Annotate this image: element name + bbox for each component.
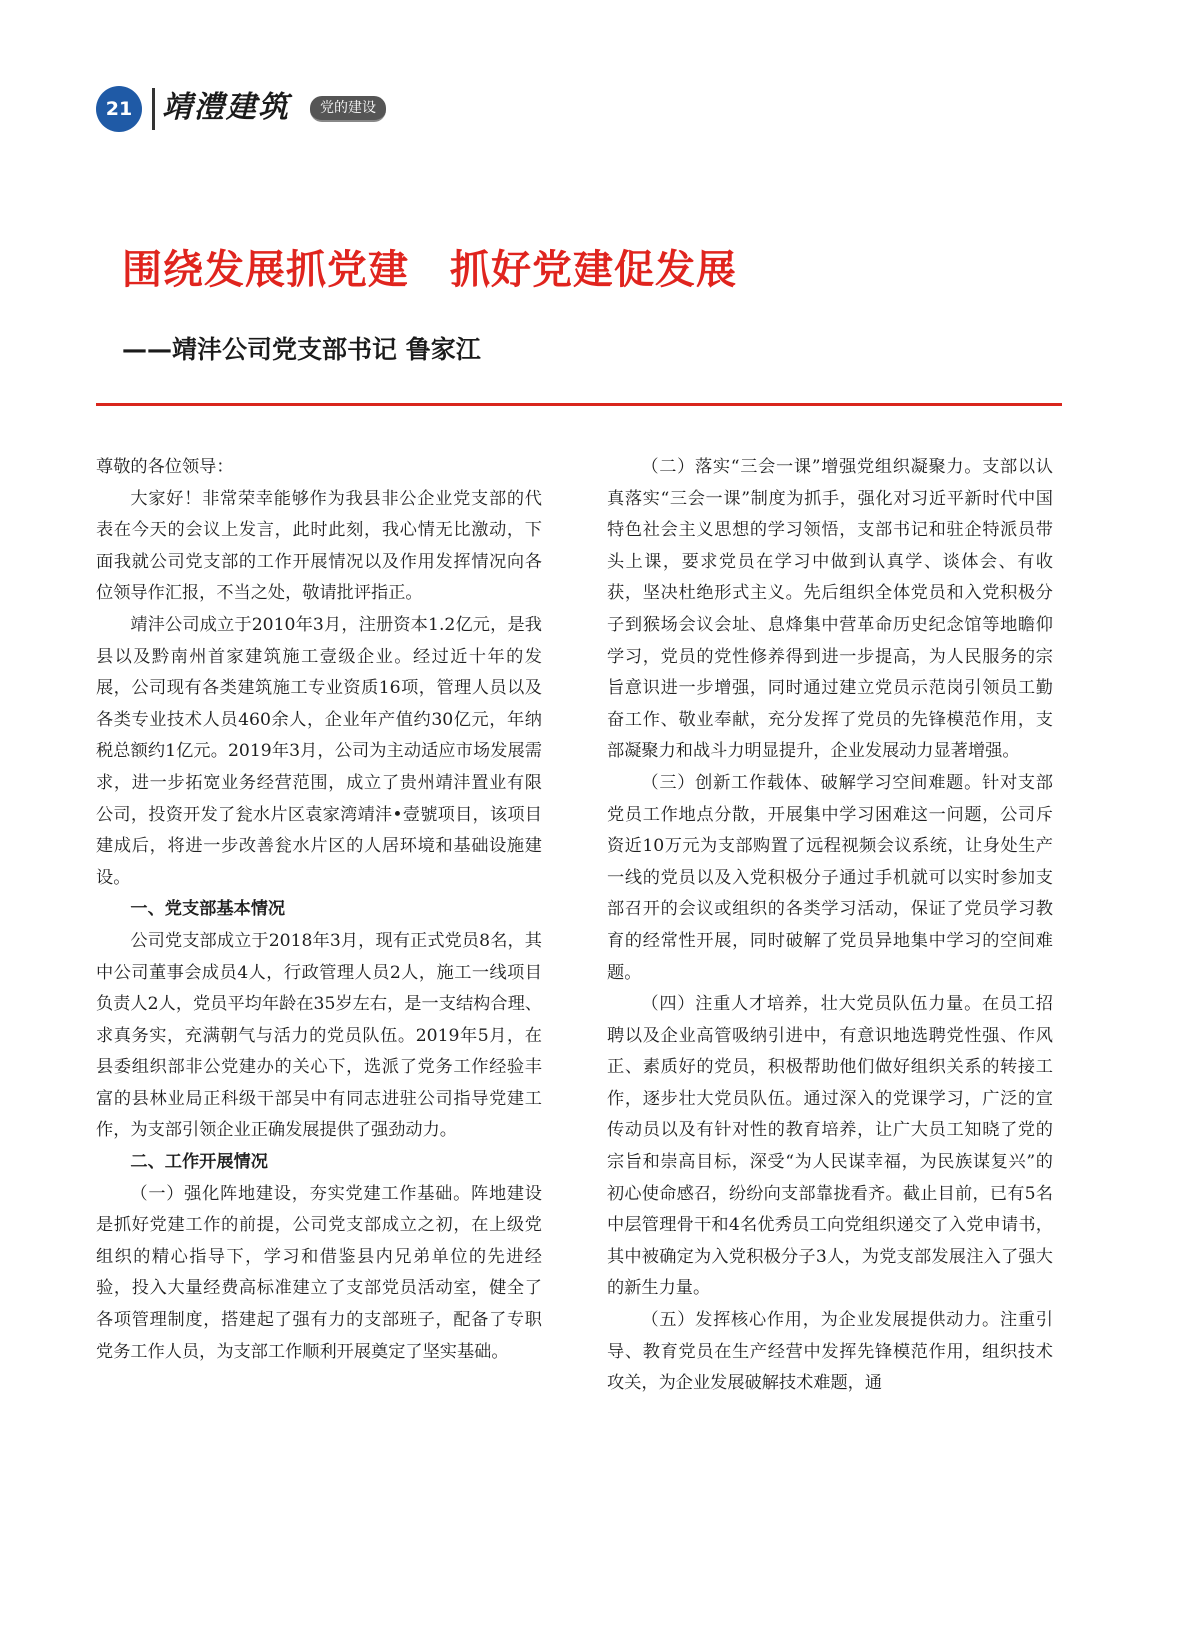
header-divider	[152, 88, 155, 130]
page-number: 21	[96, 86, 142, 132]
title-divider	[96, 403, 1062, 406]
article-subtitle: ——靖沣公司党支部书记 鲁家江	[122, 335, 481, 364]
paragraph: （三）创新工作载体、破解学习空间难题。针对支部党员工作地点分散，开展集中学习困难这一问题，公司斥资近10万元为支部购置了远程视频会议系统，让身处生产一线的党员以及入党积极分子通过手机就可以实时参加支部召开的会议或组织的各类学习活动，保证了党员学习教育的经常性开展，同时破解了党员异地集中学习的空间难题。	[607, 772, 1053, 983]
paragraph: （五）发挥核心作用，为企业发展提供动力。注重引导、教育党员在生产经营中发挥先锋模范作用，组织技术攻关，为企业发展破解技术难题，通	[607, 1310, 1053, 1394]
magazine-logo: 靖澧建筑	[162, 90, 290, 125]
paragraph: （四）注重人才培养，壮大党员队伍力量。在员工招聘以及企业高管吸纳引进中，有意识地选聘党性强、作风正、素质好的党员，积极帮助他们做好组织关系的转接工作，逐步壮大党员队伍。通过深入的党课学习，广泛的宣传动员以及有针对性的教育培养，让广大员工知晓了党的宗旨和崇高目标，深受“为人民谋幸福，为民族谋复兴”的初心使命感召，纷纷向支部靠拢看齐。截止目前，已有5名中层管理骨干和4名优秀员工向党组织递交了入党申请书，其中被确定为入党积极分子3人，为党支部发展注入了强大的新生力量。	[607, 994, 1053, 1299]
article-title: 围绕发展抓党建 抓好党建促发展	[122, 247, 737, 293]
page-header	[96, 86, 426, 132]
section-heading: 二、工作开展情况	[130, 1152, 268, 1173]
section-heading: 一、党支部基本情况	[130, 899, 286, 920]
paragraph: 靖沣公司成立于2010年3月，注册资本1.2亿元，是我县以及黔南州首家建筑施工壹级企业。经过近十年的发展，公司现有各类建筑施工专业资质16项，管理人员以及各类专业技术人员460余人，企业年产值约30亿元，年纳税总额约1亿元。2019年3月，公司为主动适应市场发展需求，进一步拓宽业务经营范围，成立了贵州靖沣置业有限公司，投资开发了瓮水片区袁家湾靖沣•壹號项目，该项目建成后，将进一步改善瓮水片区的人居环境和基础设施建设。	[96, 614, 542, 888]
right-column	[607, 452, 1053, 1400]
paragraph: （二）落实“三会一课”增强党组织凝聚力。支部以认真落实“三会一课”制度为抓手，强化对习近平新时代中国特色社会主义思想的学习领悟，支部书记和驻企特派员带头上课，要求党员在学习中做到认真学、谈体会、有收获，坚决杜绝形式主义。先后组织全体党员和入党积极分子到猴场会议会址、息烽集中营革命历史纪念馆等地瞻仰学习，党员的党性修养得到进一步提高，为人民服务的宗旨意识进一步增强，同时通过建立党员示范岗引领员工勤奋工作、敬业奉献，充分发挥了党员的先锋模范作用，支部凝聚力和战斗力明显提升，企业发展动力显著增强。	[607, 457, 1053, 762]
left-column	[96, 452, 542, 1368]
section-tag: 党的建设	[310, 96, 386, 122]
salutation: 尊敬的各位领导：	[96, 457, 234, 477]
paragraph: （一）强化阵地建设，夯实党建工作基础。阵地建设是抓好党建工作的前提，公司党支部成立之初，在上级党组织的精心指导下，学习和借鉴县内兄弟单位的先进经验，投入大量经费高标准建立了支部党员活动室，健全了各项管理制度，搭建起了强有力的支部班子，配备了专职党务工作人员，为支部工作顺利开展奠定了坚实基础。	[96, 1183, 542, 1362]
paragraph: 公司党支部成立于2018年3月，现有正式党员8名，其中公司董事会成员4人，行政管理人员2人，施工一线项目负责人2人，党员平均年龄在35岁左右，是一支结构合理、求真务实，充满朝气与活力的党员队伍。2019年5月，在县委组织部非公党建办的关心下，选派了党务工作经验丰富的县林业局正科级干部吴中有同志进驻公司指导党建工作，为支部引领企业正确发展提供了强劲动力。	[96, 930, 542, 1141]
paragraph: 大家好！非常荣幸能够作为我县非公企业党支部的代表在今天的会议上发言，此时此刻，我心情无比激动，下面我就公司党支部的工作开展情况以及作用发挥情况向各位领导作汇报，不当之处，敬请批评指正。	[96, 488, 542, 604]
